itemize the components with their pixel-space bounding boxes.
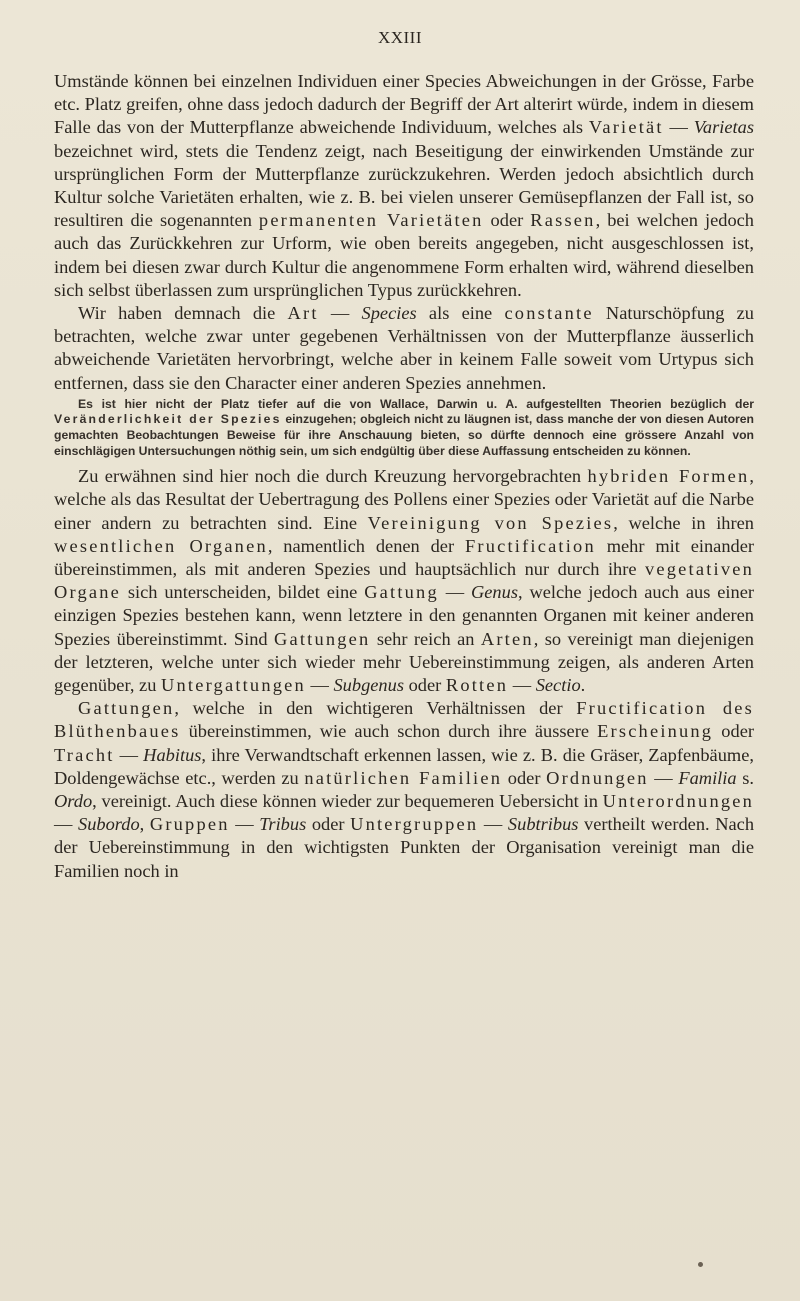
text-run: sich unterscheiden, bildet eine: [121, 582, 365, 603]
text-run: oder: [502, 767, 547, 788]
paragraph: [54, 70, 754, 302]
spaced-term: hybriden Formen: [587, 466, 750, 487]
latin-term: Habitus: [143, 744, 202, 765]
text-run: —: [438, 582, 471, 603]
text-run: , welche in den wichtigeren Verhältnissen der: [174, 698, 577, 719]
text-run: , so vereinigt man diejenigen der letzteren, welche unter sich wieder mehr Uebereinstimmung zeigen, als anderen Arten gegenüber, zu: [54, 628, 754, 696]
text-run: —: [229, 814, 260, 835]
ink-speck: [698, 1262, 703, 1267]
footnote: [54, 397, 754, 459]
text-run: übereinstimmen, wie auch schon durch ihre äussere: [180, 721, 598, 742]
spaced-term: Art: [287, 303, 319, 324]
text-run: .: [580, 675, 586, 696]
text-run: oder: [483, 210, 531, 231]
text-run: oder: [713, 721, 754, 742]
text-run: ,: [139, 814, 150, 835]
text-run: Wir haben demnach die: [78, 303, 288, 324]
text-run: , ihre Verwandtschaft erkennen lassen, wie z. B. die Gräser, Zapfenbäume, Doldengewächse etc., werden zu: [54, 744, 754, 788]
spaced-term: Untergruppen: [350, 814, 479, 835]
text-run: —: [508, 675, 536, 696]
paragraph: [54, 465, 754, 697]
text-run: Umstände können bei einzelnen Individuen einer Species Abweichungen in der Grösse, Farbe etc. Platz greifen, ohne dass jedoch dadurch der Begriff der Art alterirt würde, indem in diesem Falle das von der Mutterpflanze abweichende Individuum, welches als: [54, 71, 754, 138]
spaced-term: Rassen: [530, 210, 596, 231]
text-run: sehr reich an: [370, 628, 481, 649]
paragraph: [54, 697, 754, 883]
spaced-term: Vereinigung von Spezies: [367, 512, 614, 533]
latin-term: Genus: [470, 582, 518, 603]
text-run: als eine: [416, 303, 505, 324]
text-run: , namentlich denen der: [267, 535, 465, 556]
text-run: , vereinigt. Auch diese können wieder zur bequemeren Uebersicht in: [92, 791, 603, 812]
latin-term: Varietas: [693, 117, 754, 138]
spaced-term: Fructification des Blüthenbaues: [54, 698, 754, 742]
spaced-term: vegetativen Organe: [54, 559, 754, 603]
spaced-term: wesentlichen Organen: [54, 535, 268, 556]
latin-term: Subgenus: [333, 675, 404, 696]
spaced-term: Erscheinung: [597, 721, 714, 742]
text-run: —: [305, 675, 334, 696]
spaced-term: Gruppen: [149, 814, 230, 835]
text-run: —: [318, 303, 362, 324]
text-run: —: [54, 814, 78, 835]
text-run: mehr mit einander übereinstimmen, als mit anderen Spezies und hauptsächlich nur durch ihre: [54, 535, 754, 580]
spaced-term: natürlichen Familien: [304, 767, 503, 788]
latin-term: Tribus: [259, 814, 307, 835]
text-run: —: [114, 744, 144, 765]
spaced-term: Veränderlichkeit der Spezies: [54, 412, 282, 427]
text-run: —: [648, 767, 679, 788]
latin-term: Familia: [678, 767, 737, 788]
spaced-term: Unterordnungen: [602, 791, 754, 812]
text-run: einzugehen; obgleich nicht zu läugnen ist, dass manche der von diesen Autoren gemachten Beobachtungen Beweise für ihre Anschauung bieten, so dürfte dennoch eine grössere Anzahl von einschlägigen Untersuchungen nöthig sein, um sich endgültig über diese Auffassung entscheiden zu können.: [54, 412, 754, 458]
text-run: s.: [736, 767, 755, 788]
spaced-term: Gattung: [364, 582, 439, 603]
latin-term: Ordo: [54, 791, 93, 812]
text-run: —: [663, 117, 694, 138]
spaced-term: Fructification: [464, 535, 596, 556]
spaced-term: Ordnungen: [546, 767, 649, 788]
spaced-term: Untergattungen: [161, 675, 306, 696]
spaced-term: permanenten Varietäten: [258, 210, 484, 231]
text-run: oder: [306, 814, 351, 835]
text-run: Es ist hier nicht der Platz tiefer auf die von Wallace, Darwin u. A. aufgestellten Theorien bezüglich der: [78, 396, 754, 411]
latin-term: Sectio: [535, 675, 581, 696]
text-run: bezeichnet wird, stets die Tendenz zeigt, nach Beseitigung der einwirkenden Umstände zur ursprünglichen Form der Mutterpflanze zurückzukehren. Werden jedoch absichtlich durch Kultur solche Varietäten erhalten, wie z. B. bei vielen unserer Gemüsepflanzen der Fall ist, so resultiren die sogenannten: [54, 140, 754, 231]
text-run: —: [478, 814, 508, 835]
paragraph: [54, 302, 754, 395]
text-run: , welche jedoch auch aus einer einzigen Spezies bestehen kann, wenn letztere in den genannten Organen mit keiner anderen Spezies übereinstimmt. Sind: [54, 582, 754, 649]
text-run: Zu erwähnen sind hier noch die durch Kreuzung hervorgebrachten: [78, 466, 588, 487]
latin-term: Species: [361, 303, 417, 324]
spaced-term: Gattungen: [274, 628, 371, 649]
spaced-term: Varietät: [588, 117, 664, 138]
text-run: , welche als das Resultat der Uebertragung des Pollens einer Spezies oder Varietät auf die Narbe einer andern zu betrachten sind. Eine: [54, 466, 755, 533]
text-run: , bei welchen jedoch auch das Zurückkehren zur Urform, wie oben bereits angegeben, nicht ausgeschlossen ist, indem bei diesen zwar durch Kultur die angenommene Form erhalten wird, während dieselben sich selbst überlassen zum ursprünglichen Typus zurückkehren.: [54, 210, 755, 300]
page-number: XXIII: [377, 28, 423, 47]
text-run: Naturschöpfung zu betrachten, welche zwar unter gegebenen Verhältnissen von der Mutterpflanze äusserlich abweichende Varietäten hervorbringt, welche aber in keinem Falle soweit vom Urtypus sich entfernen, dass sie den Character einer anderen Spezies annehmen.: [54, 303, 754, 393]
text-run: oder: [403, 675, 446, 696]
latin-term: Subtribus: [507, 814, 579, 835]
body-text: [54, 70, 754, 883]
spaced-term: Arten: [480, 628, 534, 649]
text-run: , welche in ihren: [613, 512, 754, 533]
spaced-term: Rotten: [445, 675, 509, 696]
spaced-term: constante: [504, 303, 594, 324]
spaced-term: Tracht: [54, 744, 115, 765]
spaced-term: Gattungen: [78, 698, 175, 719]
latin-term: Subordo: [78, 814, 140, 835]
text-run: vertheilt werden. Nach der Uebereinstimmung in den wichtigsten Punkten der Organisation vereinigt man die Familien noch in: [54, 814, 755, 881]
